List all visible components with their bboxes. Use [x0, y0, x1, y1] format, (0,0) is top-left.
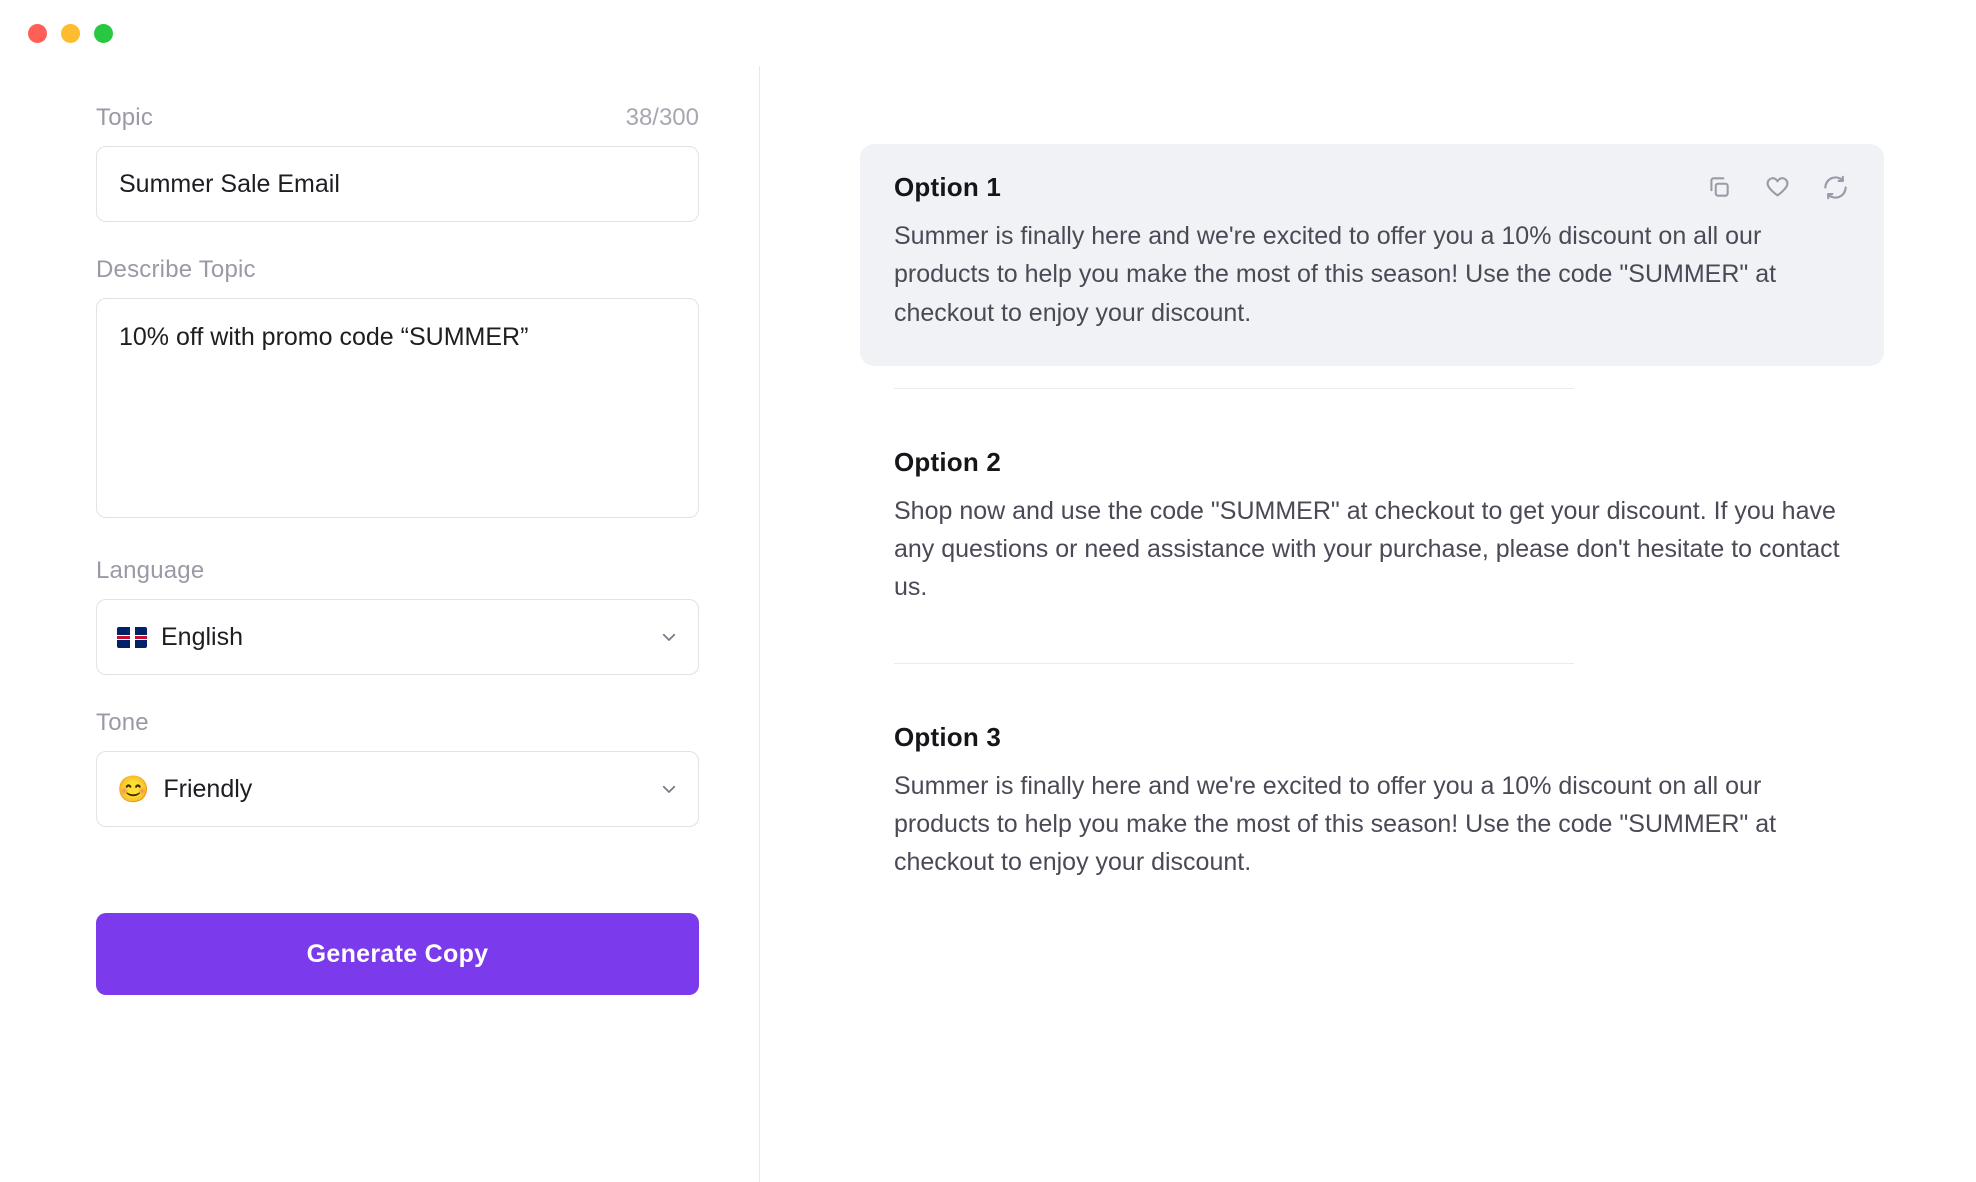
- topic-char-counter: 38/300: [625, 104, 699, 131]
- option-actions: [1704, 172, 1850, 202]
- tone-label: Tone: [96, 709, 149, 736]
- chevron-down-icon: [660, 628, 678, 646]
- describe-topic-textarea[interactable]: [96, 298, 699, 518]
- option-title: Option 2: [894, 446, 1002, 477]
- option-divider: [894, 663, 1574, 664]
- describe-field-group: [96, 256, 699, 523]
- describe-field-header: [96, 256, 699, 284]
- topic-field-group: [96, 104, 699, 222]
- topic-field-header: [96, 104, 699, 132]
- language-field-header: [96, 557, 699, 585]
- tone-selected-value: Friendly: [163, 774, 253, 803]
- result-option-card[interactable]: [860, 694, 1884, 916]
- describe-topic-label: Describe Topic: [96, 256, 256, 283]
- option-text: Summer is finally here and we're excited to offer you a 10% discount on all our products to help you make the most of this season! Use the code "SUMMER" at checkout to enjoy your discount.: [894, 771, 1777, 876]
- language-label: Language: [96, 557, 205, 584]
- main-content: [0, 66, 1976, 1182]
- form-panel: [0, 66, 760, 1182]
- result-option-card[interactable]: [860, 144, 1884, 366]
- topic-label: Topic: [96, 104, 154, 131]
- refresh-icon[interactable]: [1820, 172, 1850, 202]
- heart-icon[interactable]: [1762, 172, 1792, 202]
- option-header: [894, 172, 1850, 203]
- language-selected-value: English: [161, 622, 243, 651]
- option-title: Option 1: [894, 172, 1002, 202]
- tone-field-header: [96, 709, 699, 737]
- copy-icon[interactable]: [1704, 172, 1734, 202]
- maximize-window-button[interactable]: [94, 24, 113, 43]
- option-header: [894, 722, 1850, 753]
- language-field-group: [96, 557, 699, 675]
- option-text: Shop now and use the code "SUMMER" at checkout to get your discount. If you have any questions or need assistance with your purchase, please don't hesitate to contact us.: [894, 496, 1840, 602]
- tone-field-group: [96, 709, 699, 827]
- close-window-button[interactable]: [28, 24, 47, 43]
- option-title: Option 3: [894, 721, 1002, 752]
- minimize-window-button[interactable]: [61, 24, 80, 43]
- language-select[interactable]: [96, 599, 699, 675]
- tone-select[interactable]: [96, 751, 699, 827]
- option-header: [894, 447, 1850, 478]
- smiley-icon: 😊: [117, 774, 150, 804]
- generate-copy-button[interactable]: Generate Copy: [96, 913, 699, 995]
- results-panel: [760, 66, 1976, 1182]
- uk-flag-icon: [117, 627, 147, 648]
- chevron-down-icon: [660, 780, 678, 798]
- result-option-card[interactable]: [860, 419, 1884, 641]
- option-divider: [894, 388, 1574, 389]
- traffic-lights: [28, 24, 113, 43]
- topic-input[interactable]: [96, 146, 699, 222]
- option-text: Summer is finally here and we're excited to offer you a 10% discount on all our products to help you make the most of this season! Use the code "SUMMER" at checkout to enjoy your discount.: [894, 222, 1777, 327]
- title-bar: [0, 0, 1976, 66]
